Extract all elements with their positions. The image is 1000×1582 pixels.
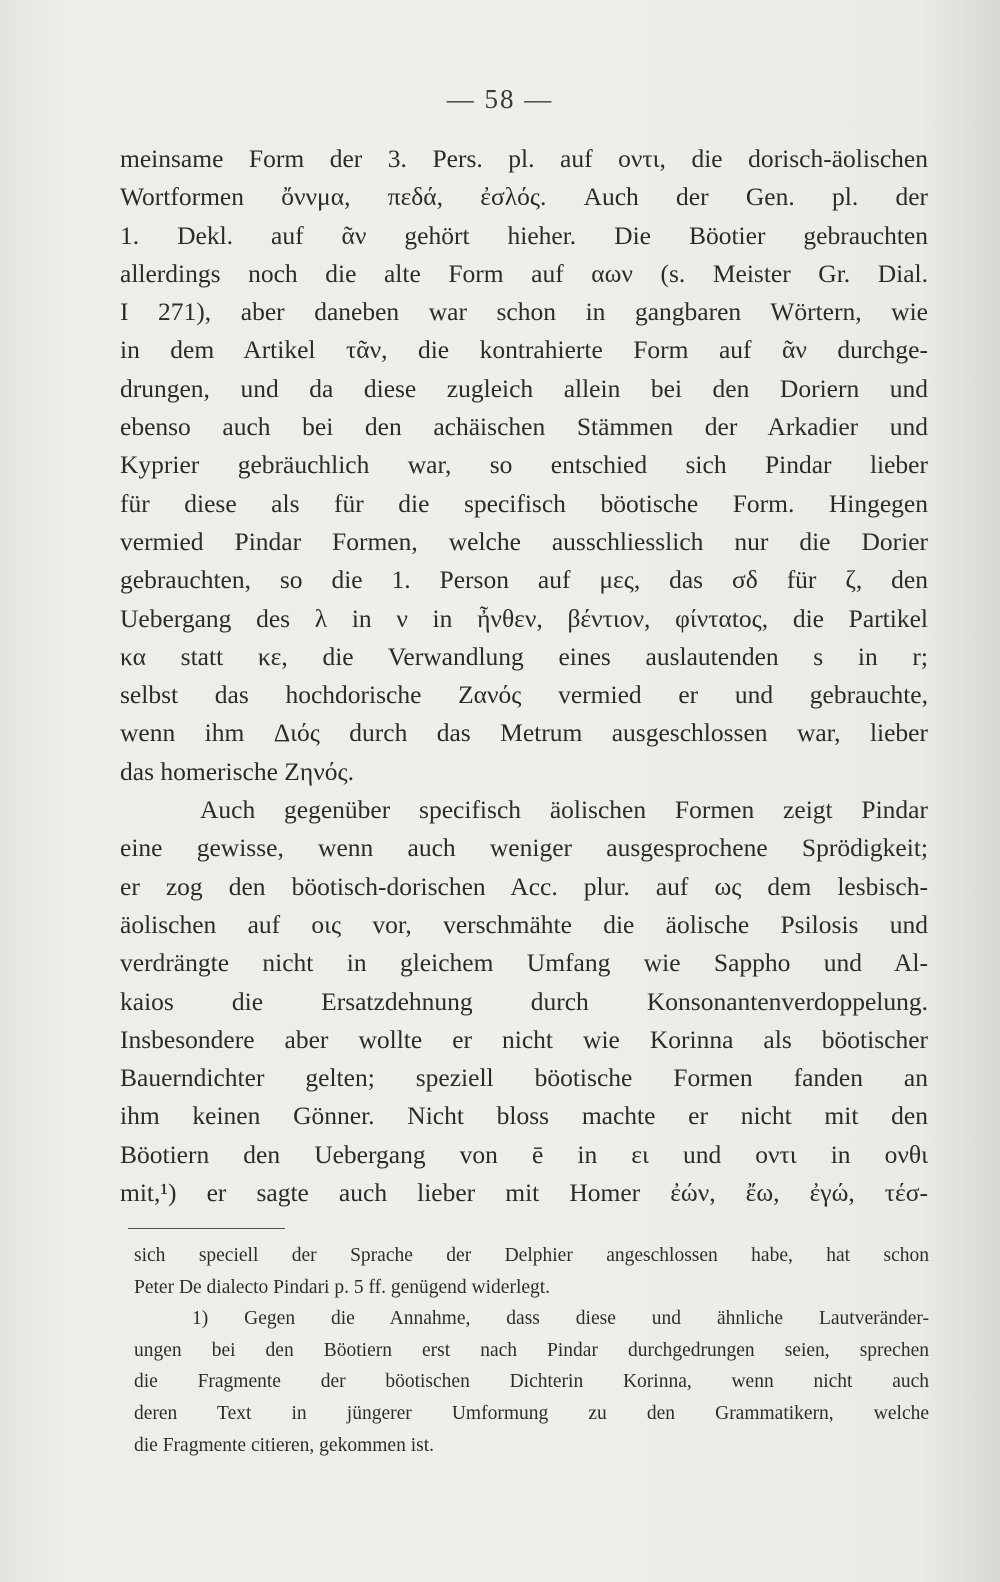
text-line: I 271), aber daneben war schon in gangbaren Wörtern, wie	[120, 297, 928, 327]
text-line: in dem Artikel τᾶν, die kontrahierte Form auf ᾶν durchge-	[120, 335, 928, 365]
text-line: kaios die Ersatzdehnung durch Konsonantenverdoppelung.	[120, 986, 928, 1016]
text-line: für diese als für die specifisch böotische Form. Hingegen	[120, 488, 928, 518]
footnotes	[134, 1240, 929, 1461]
text-line: ihm keinen Gönner. Nicht bloss machte er nicht mit den	[120, 1101, 928, 1131]
page-number: — 58 —	[446, 84, 554, 114]
main-text	[120, 140, 928, 1212]
text-line: er zog den böotisch-dorischen Acc. plur. auf ως dem lesbisch-	[120, 871, 928, 901]
text-line: Wortformen ὄννμα, πεδά, ἐσλός. Auch der Gen. pl. der	[120, 182, 928, 212]
footnote-line: die Fragmente citieren, gekommen ist.	[134, 1434, 434, 1456]
text-line: mit,¹) er sagte auch lieber mit Homer ἐών, ἔω, ἐγώ, τέσ-	[120, 1178, 928, 1208]
footnote-line: deren Text in jüngerer Umformung zu den Grammatikern, welche	[134, 1402, 929, 1424]
footnote-line: ungen bei den Böotiern erst nach Pindar durchgedrungen seien, sprechen	[134, 1339, 929, 1361]
text-line: wenn ihm Διός durch das Metrum ausgeschlossen war, lieber	[120, 718, 928, 748]
text-line: 1. Dekl. auf ᾶν gehört hieher. Die Böotier gebrauchten	[120, 220, 928, 250]
text-line: Kyprier gebräuchlich war, so entschied sich Pindar lieber	[120, 450, 928, 480]
paragraph-start-line: Auch gegenüber specifisch äolischen Formen zeigt Pindar	[200, 795, 928, 825]
text-line: vermied Pindar Formen, welche ausschliesslich nur die Dorier	[120, 526, 928, 556]
text-line: das homerische Ζηνός.	[120, 756, 354, 786]
footnote-divider	[128, 1228, 285, 1229]
text-line: eine gewisse, wenn auch weniger ausgesprochene Sprödigkeit;	[120, 833, 928, 863]
text-line: ebenso auch bei den achäischen Stämmen der Arkadier und	[120, 412, 928, 442]
text-line: Insbesondere aber wollte er nicht wie Korinna als böotischer	[120, 1024, 928, 1054]
text-line: κα statt κε, die Verwandlung eines auslautenden s in r;	[120, 641, 928, 671]
footnote-line: Peter De dialecto Pindari p. 5 ff. genügend widerlegt.	[134, 1276, 551, 1298]
footnote-start-line: 1) Gegen die Annahme, dass diese und ähnliche Lautveränder-	[192, 1308, 929, 1330]
text-line: selbst das hochdorische Ζανός vermied er und gebrauchte,	[120, 680, 928, 710]
footnote-line: die Fragmente der böotischen Dichterin Korinna, wenn nicht auch	[134, 1371, 929, 1393]
text-line: Uebergang des λ in ν in ἦνθεν, βέντιον, φίνταtος, die Partikel	[120, 603, 928, 633]
text-line: äolischen auf οις vor, verschmähte die äolische Psilosis und	[120, 909, 928, 939]
text-line: verdrängte nicht in gleichem Umfang wie Sappho und Al-	[120, 948, 928, 978]
text-line: meinsame Form der 3. Pers. pl. auf οντι, die dorisch-äolischen	[120, 144, 928, 173]
text-line: allerdings noch die alte Form auf αων (s. Meister Gr. Dial.	[120, 258, 928, 288]
text-line: gebrauchten, so die 1. Person auf μες, das σδ für ζ, den	[120, 565, 928, 595]
text-line: drungen, und da diese zugleich allein bei den Doriern und	[120, 373, 928, 403]
footnote-line: sich speciell der Sprache der Delphier angeschlossen habe, hat schon	[134, 1245, 929, 1266]
text-line: Böotiern den Uebergang von ē in ει und οντι in ονθι	[120, 1139, 928, 1169]
text-line: Bauerndichter gelten; speziell böotische Formen fanden an	[120, 1063, 928, 1093]
